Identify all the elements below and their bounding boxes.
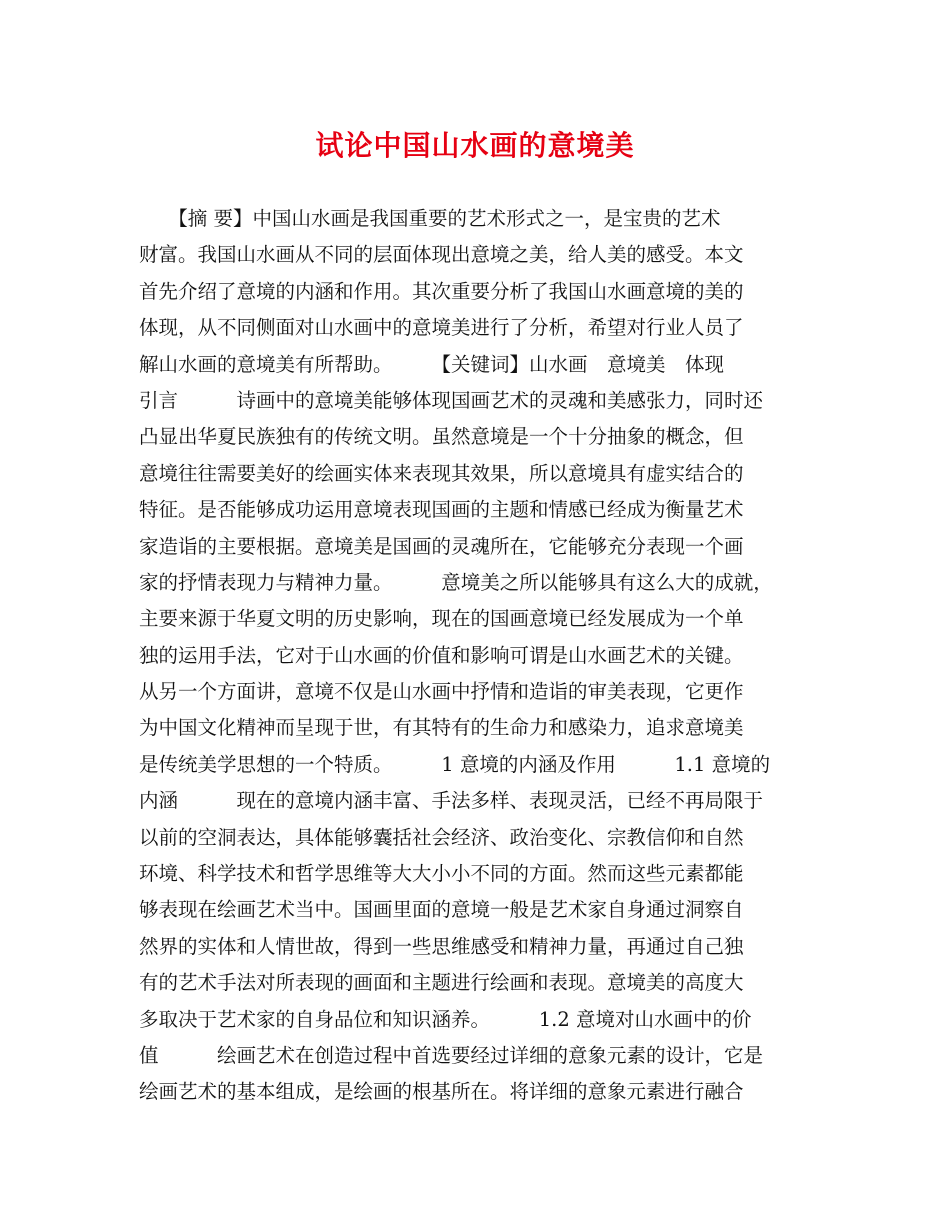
body-line: 【摘 要】中国山水画是我国重要的艺术形式之一，是宝贵的艺术 [139,207,721,230]
body-line: 是传统美学思想的一个特质。 1 意境的内涵及作用 1.1 意境的 [139,752,771,776]
body-line: 解山水画的意境美有所帮助。 【关键词】山水画 意境美 体现 [139,352,725,376]
document-title: 试论中国山水画的意境美 [315,129,635,162]
body-line: 体现，从不同侧面对山水画中的意境美进行了分析，希望对行业人员了 [139,316,744,340]
body-line: 绘画艺术的基本组成，是绘画的根基所在。将详细的意象元素进行融合 [139,1080,744,1104]
body-line: 以前的空洞表达，具体能够囊括社会经济、政治变化、宗教信仰和自然 [139,825,744,849]
body-line: 够表现在绘画艺术当中。国画里面的意境一般是艺术家自身通过洞察自 [139,898,744,922]
body-line: 特征。是否能够成功运用意境表现国画的主题和情感已经成为衡量艺术 [139,498,744,522]
body-line: 主要来源于华夏文明的历史影响，现在的国画意境已经发展成为一个单 [139,607,744,631]
body-line: 引言 诗画中的意境美能够体现国画艺术的灵魂和美感张力，同时还 [139,388,764,412]
body-line: 凸显出华夏民族独有的传统文明。虽然意境是一个十分抽象的概念，但 [139,425,744,449]
body-line: 多取决于艺术家的自身品位和知识涵养。 1.2 意境对山水画中的价 [139,1007,752,1031]
body-line: 为中国文化精神而呈现于世，有其特有的生命力和感染力，追求意境美 [139,716,744,740]
body-line: 从另一个方面讲，意境不仅是山水画中抒情和造诣的审美表现，它更作 [139,680,744,704]
body-line: 有的艺术手法对所表现的画面和主题进行绘画和表现。意境美的高度大 [139,971,744,995]
body-line: 内涵 现在的意境内涵丰富、手法多样、表现灵活，已经不再局限于 [139,789,764,813]
body-line: 财富。我国山水画从不同的层面体现出意境之美，给人美的感受。本文 [139,243,744,267]
body-line: 家造诣的主要根据。意境美是国画的灵魂所在，它能够充分表现一个画 [139,534,744,558]
body-line: 独的运用手法，它对于山水画的价值和影响可谓是山水画艺术的关键。 [139,643,744,667]
body-line: 意境往往需要美好的绘画实体来表现其效果，所以意境具有虚实结合的 [139,461,744,485]
body-line: 家的抒情表现力与精神力量。 意境美之所以能够具有这么大的成就， [139,570,773,594]
body-line: 环境、科学技术和哲学思维等大大小小不同的方面。然而这些元素都能 [139,862,744,886]
document-body [139,201,829,1111]
body-line: 首先介绍了意境的内涵和作用。其次重要分析了我国山水画意境的美的 [139,279,744,303]
body-line: 然界的实体和人情世故，得到一些思维感受和精神力量，再通过自己独 [139,934,744,958]
body-line: 值 绘画艺术在创造过程中首选要经过详细的意象元素的设计，它是 [139,1043,764,1067]
